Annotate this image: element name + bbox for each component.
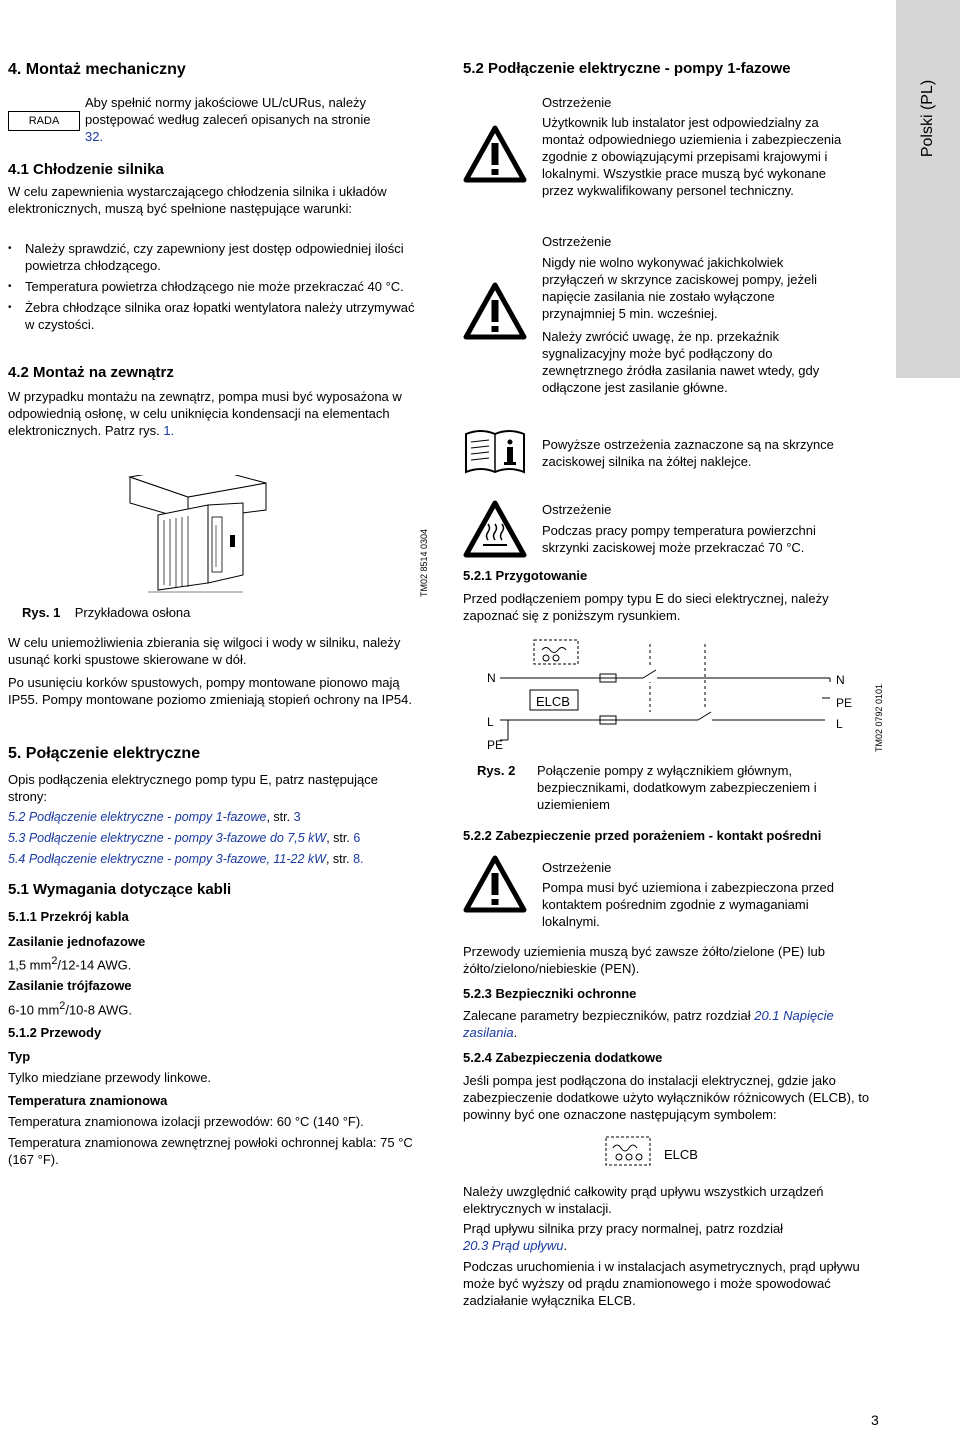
link-page[interactable]: 3 [293,810,301,824]
link-page[interactable]: 6 [353,831,361,845]
three-phase-v1: 6-10 mm [8,1002,60,1018]
terminal-label: N [836,673,845,687]
figure-1-caption-text: Przykładowa osłona [74,605,191,620]
page-number: 3 [871,1412,879,1428]
section-511-title: 5.1.1 Przekrój kabla [8,909,129,924]
language-label: Polski (PL) [919,79,937,158]
link-20-3[interactable]: 20.3 Prąd upływu [463,1238,564,1253]
rada-page-link[interactable]: 32. [85,129,104,144]
drain-para-1: W celu uniemożliwienia zbierania się wilgoci i wody w silniku, należy usunąć korki spustowe skierowane w dół. [8,635,401,667]
section-42-body: W przypadku montażu na zewnątrz, pompa musi być wyposażona w odpowiednią osłonę, w celu uniknięcia kondensacji na elementach elektronicznych. Patrz rys. [8,389,402,438]
temperature-value-1: Temperatura znamionowa izolacji przewodów: 60 °C (140 °F). [8,1114,364,1129]
warning-4-text: Pompa musi być uziemiona i zabezpieczona przed kontaktem pośrednim zgodnie z wymaganiami lokalnymi. [542,880,834,929]
rada-badge [8,111,80,131]
link-5-4[interactable]: 5.4 Podłączenie elektryczne - pompy 3-fazowe, 11-22 kW [8,852,326,866]
link-page[interactable]: 8. [353,852,364,866]
link-suffix: , str. [326,831,350,845]
link-5-2[interactable]: 5.2 Podłączenie elektryczne - pompy 1-fazowe [8,810,267,824]
warning-3-heading: Ostrzeżenie [542,502,612,517]
section-524-text-4: Podczas uruchomienia i w instalacjach asymetrycznych, prąd upływu może być wyższy od prądu znamionowego i może spowodować zadziałanie wyłącznika ELCB. [463,1259,860,1308]
figure-1-caption [22,604,190,621]
section-524-title: 5.2.4 Zabezpieczenia dodatkowe [463,1050,663,1065]
single-phase-v1: 1,5 mm [8,957,52,973]
section-52-title: 5.2 Podłączenie elektryczne - pompy 1-fazowe [463,60,791,77]
section-521-text: Przed podłączeniem pompy typu E do sieci elektrycznej, należy zapoznać się z poniższym rysunkiem. [463,591,829,623]
terminal-label: L [487,715,494,729]
rada-note [85,94,415,145]
section-42-title: 4.2 Montaż na zewnątrz [8,364,174,381]
figure-2-caption: Połączenie pompy z wyłącznikiem głównym, bezpiecznikami, dodatkowym zabezpieczeniem i uziemieniem [537,763,817,812]
section-4-title: 4. Montaż mechaniczny [8,61,186,78]
figure-2-label [477,762,515,779]
three-phase-value [8,998,132,1018]
single-phase-heading: Zasilanie jednofazowe [8,934,146,949]
section-51-title: 5.1 Wymagania dotyczące kabli [8,881,232,898]
section-41-title: 4.1 Chłodzenie silnika [8,161,164,178]
section-5-intro: Opis podłączenia elektrycznego pomp typu E, patrz następujące strony: [8,772,378,804]
figure-1-label: Rys. 1 [22,605,61,620]
link-suffix: , str. [266,810,291,824]
figure-1-code: TM02 8514 0304 [419,528,429,597]
elcb-symbol-label: ELCB [664,1147,698,1162]
section-524-body-3: Prąd upływu silnika przy pracy normalnej, patrz rozdział [463,1221,784,1236]
section-512-title: 5.1.2 Przewody [8,1025,102,1040]
section-523-text: Zalecane parametry bezpieczników, patrz rozdział 20.1 Napięcie zasilania. [463,1008,834,1040]
section-5-links [8,809,428,868]
section-523-body: Zalecane parametry bezpieczników, patrz rozdział [463,1008,751,1023]
warning-icon [463,855,527,913]
section-41-intro: W celu zapewnienia wystarczającego chłodzenia silnika i układów elektronicznych, muszą być spełnione następujące warunki: [8,184,387,216]
section-522-text: Przewody uziemienia muszą być zawsze żółto/zielone (PE) lub żółto/zielono/niebieskie (PEN). [463,944,825,976]
rada-text-2: postępować według zaleceń opisanych na stronie [85,112,371,127]
link-20-1[interactable]: 20.1 Napięcie zasilania [463,1008,834,1040]
warning-2-text-2: Należy zwrócić uwagę, że np. przekaźnik sygnalizacyjny może być podłączony do zewnętrznego źródła zasilania nawet wtedy, gdy odłączone jest zasilanie główne. [542,329,820,395]
pump-cover-illustration [128,475,278,597]
superscript: 2 [51,955,58,967]
superscript: 2 [59,1000,66,1012]
terminal-label: PE [487,738,504,752]
terminal-label: L [836,717,843,731]
section-524-text-3: Prąd upływu silnika przy pracy normalnej, patrz rozdział 20.3 Prąd upływu. [463,1221,784,1253]
rada-text-1: Aby spełnić normy jakościowe UL/cURus, należy [85,95,367,110]
section-524-text-2: Należy uwzględnić całkowity prąd upływu wszystkich urządzeń elektrycznych w instalacji. [463,1184,824,1216]
warning-icon [463,282,527,340]
single-phase-value [8,953,131,973]
info-text: Powyższe ostrzeżenia zaznaczone są na skrzynce zaciskowej silnika na żółtej naklejce. [542,437,834,469]
elcb-symbol-icon [605,1136,651,1166]
list-item: • Temperatura powietrza chłodzącego nie może przekraczać 40 °C. [8,278,418,295]
three-phase-v2: /10-8 AWG. [65,1002,133,1018]
warning-1-text: Użytkownik lub instalator jest odpowiedzialny za montaż odpowiedniego uziemienia i zabezpieczenia zgodnie z obowiązującymi przepisami krajowymi i lokalnymi. Wszystkie prace muszą być wykonane przez wykwalifikowany personel techniczny. [542,115,842,198]
link-5-3[interactable]: 5.3 Podłączenie elektryczne - pompy 3-fazowe do 7,5 kW [8,831,327,845]
single-phase-v2: /12-14 AWG. [57,957,132,973]
temperature-heading: Temperatura znamionowa [8,1093,168,1108]
list-item: • Żebra chłodzące silnika oraz łopatki wentylatora należy utrzymywać w czystości. [8,299,418,333]
warning-2-heading: Ostrzeżenie [542,234,612,249]
figure-1-link[interactable]: 1. [163,423,175,438]
drain-para-2: Po usunięciu korków spustowych, pompy montowane pionowo mają IP55. Pompy montowane poziomo zmieniają stopień ochrony na IP54. [8,675,412,707]
figure-2-code: TM02 0792 0101 [874,683,884,752]
supply-terminals [487,672,496,684]
section-524-text: Jeśli pompa jest podłączona do instalacji elektrycznej, gdzie jako zabezpieczenie dodatkowe użyto wyłączników różnicowych (ELCB), to powinny być one oznaczone następującym symbolem: [463,1073,870,1122]
terminal-label: N [487,671,496,685]
elcb-box-label: ELCB [536,694,570,709]
list-item: • Należy sprawdzić, czy zapewniony jest dostęp odpowiedniej ilości powietrza chłodzącego. [8,240,418,274]
hot-surface-warning-icon [463,500,527,558]
link-suffix: , str. [325,852,350,866]
type-value: Tylko miedziane przewody linkowe. [8,1070,212,1085]
language-tab [896,0,960,378]
warning-3-text: Podczas pracy pompy temperatura powierzchni skrzynki zaciskowej może przekraczać 70 °C. [542,523,816,555]
cooling-conditions-list [8,240,418,337]
temperature-value-2: Temperatura znamionowa zewnętrznej powłoki ochronnej kabla: 75 °C (167 °F). [8,1135,413,1167]
figure-2-label-text: Rys. 2 [477,763,516,778]
rada-label: RADA [28,114,60,127]
section-5-title: 5. Połączenie elektryczne [8,745,201,762]
warning-4-heading: Ostrzeżenie [542,860,612,875]
type-heading: Typ [8,1049,31,1064]
warning-1-heading: Ostrzeżenie [542,95,612,110]
section-42-text [8,388,413,439]
section-523-title: 5.2.3 Bezpieczniki ochronne [463,986,637,1001]
terminal-label: PE [836,696,853,710]
warning-2-text-1: Nigdy nie wolno wykonywać jakichkolwiek przyłączeń w skrzynce zaciskowej pompy, jeżeli napięcie zasilania nie zostało wyłączone przynajmniej 5 min. wcześniej. [542,255,818,321]
manual-info-icon [463,428,527,476]
section-522-title: 5.2.2 Zabezpieczenie przed porażeniem - kontakt pośredni [463,828,822,843]
three-phase-heading: Zasilanie trójfazowe [8,978,132,993]
warning-icon [463,125,527,183]
section-521-title: 5.2.1 Przygotowanie [463,568,588,583]
